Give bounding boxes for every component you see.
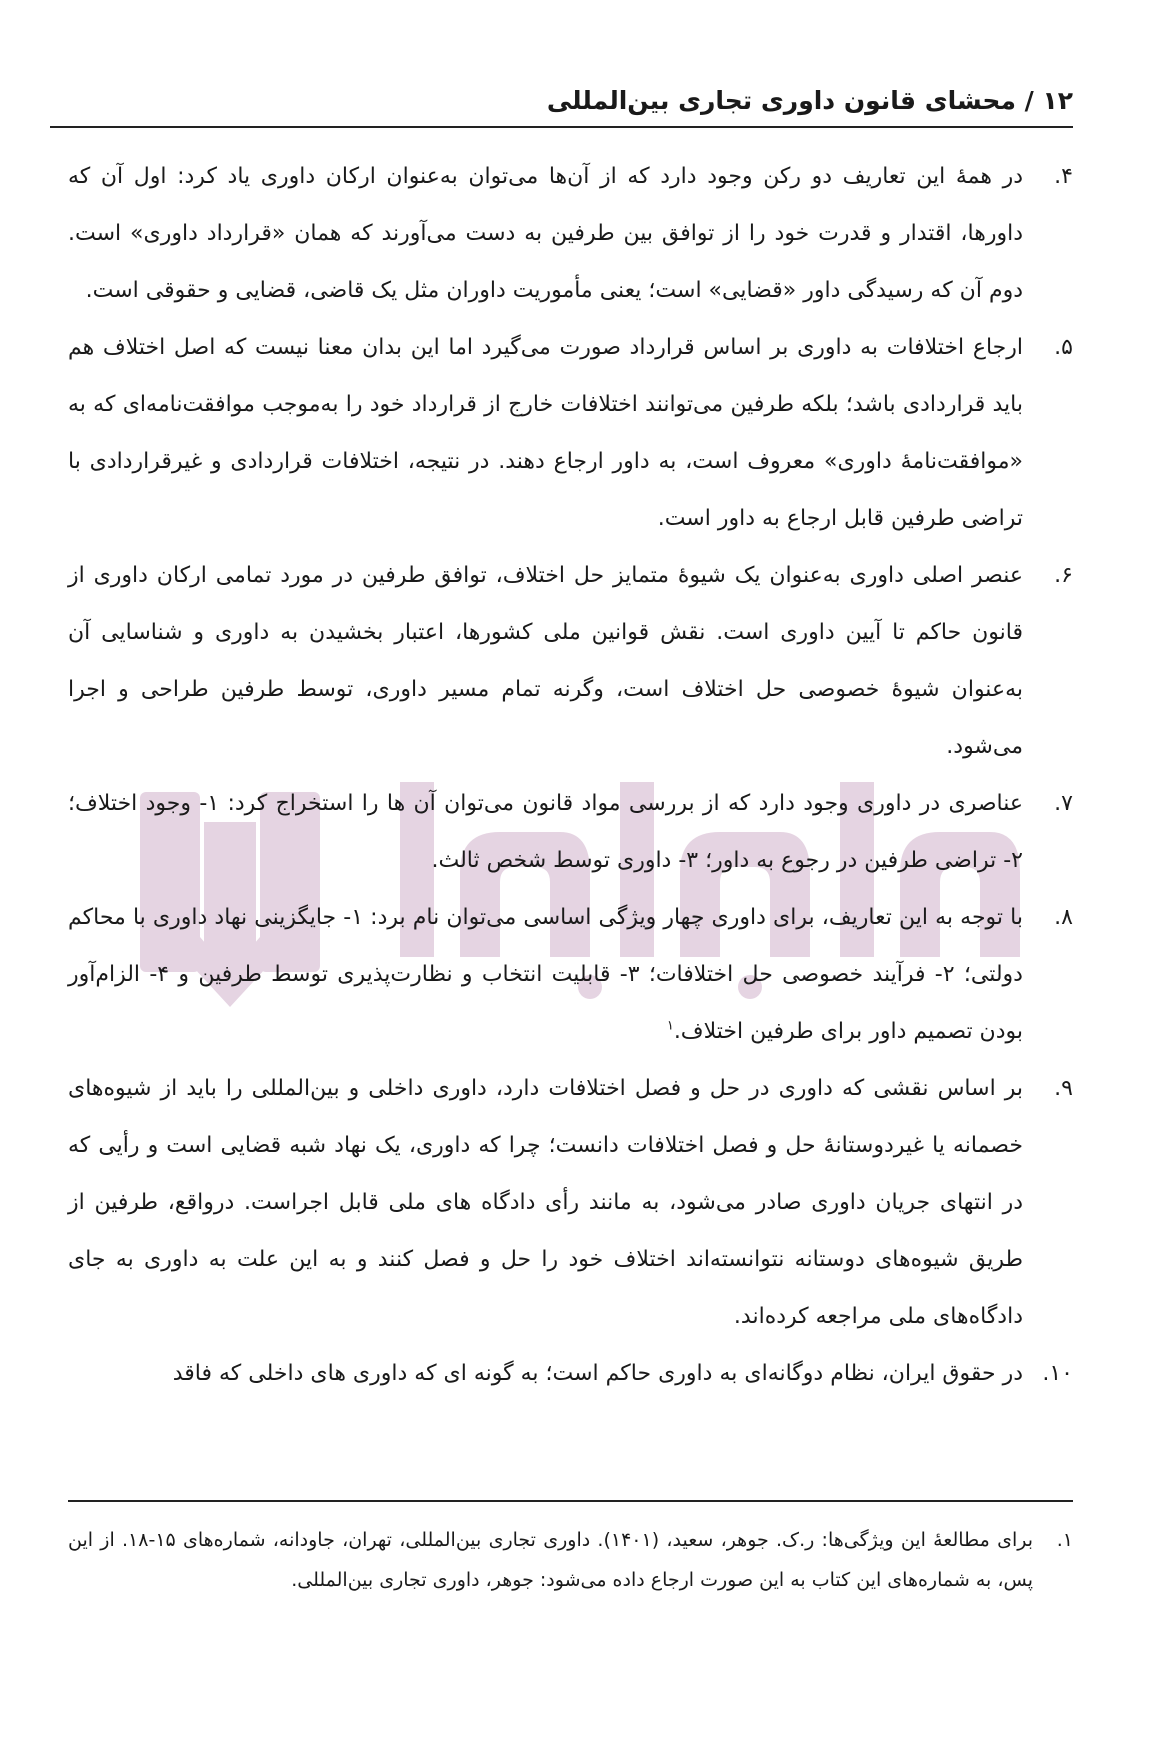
footnote-divider — [68, 1500, 1073, 1502]
list-item — [68, 148, 1073, 319]
item-number: ۶. — [1054, 563, 1073, 588]
list-item — [68, 319, 1073, 547]
item-number: ۴. — [1054, 164, 1073, 189]
running-header — [50, 78, 1073, 128]
list-item — [68, 1345, 1073, 1402]
item-text: عناصری در داوری وجود دارد که از بررسی مواد قانون می‌توان آن ها را استخراج کرد: ۱- وجود اختلاف؛ ۲- تراضی طرفین در رجوع به داور؛ ۳- داوری توسط شخص ثالث. — [68, 791, 1023, 873]
item-text: بر اساس نقشی که داوری در حل و فصل اختلافات دارد، داوری داخلی و بین‌المللی را باید از شیوه‌های خصمانه یا غیردوستانهٔ حل و فصل اختلافات دانست؛ چرا که داوری، یک نهاد شبه قضایی است و رأیی که در انتهای جریان داوری صادر می‌شود، به مانند رأی دادگاه های ملی قابل اجراست. درواقع، طرفین از طریق شیوه‌های دوستانه نتوانسته‌اند اختلاف خود را حل و فصل کنند و به این علت به داوری به جای دادگاه‌های ملی مراجعه کرده‌اند. — [68, 1076, 1023, 1329]
list-item — [68, 775, 1073, 889]
list-item — [68, 889, 1073, 1060]
item-number: ۷. — [1054, 791, 1073, 816]
item-text: با توجه به این تعاریف، برای داوری چهار ویژگی اساسی می‌توان نام برد: ۱- جایگزینی نهاد داوری با محاکم دولتی؛ ۲- فرآیند خصوصی حل اختلافات؛ ۳- قابلیت انتخاب و نظارت‌پذیری توسط طرفین و ۴- الزام‌آور بودن تصمیم داور برای طرفین اختلاف. — [68, 905, 1023, 1044]
item-text: ارجاع اختلافات به داوری بر اساس قرارداد صورت می‌گیرد اما این بدان معنا نیست که اصل اختلاف هم باید قراردادی باشد؛ بلکه طرفین می‌توانند اختلافات خارج از قرارداد خود را به‌موجب موافقت‌نامه‌ای که به «موافقت‌نامهٔ داوری» معروف است، به داور ارجاع دهند. در نتیجه، اختلافات قراردادی و غیرقراردادی با تراضی طرفین قابل ارجاع به داور است. — [68, 335, 1023, 531]
list-item — [68, 1060, 1073, 1345]
item-number: ۸. — [1054, 905, 1073, 930]
item-text: عنصر اصلی داوری به‌عنوان یک شیوهٔ متمایز حل اختلاف، توافق طرفین در مورد تمامی ارکان داوری از قانون حاکم تا آیین داوری است. نقش قوانین ملی کشورها، اعتبار بخشیدن به داوری و شناسایی آن به‌عنوان شیوهٔ خصوصی حل اختلاف است، وگرنه تمام مسیر داوری، توسط طرفین طراحی و اجرا می‌شود. — [68, 563, 1023, 759]
item-number: ۵. — [1054, 335, 1073, 360]
item-text-with-footnote — [68, 889, 1023, 1060]
footnote-text: برای مطالعهٔ این ویژگی‌ها: ر.ک. جوهر، سعید، (۱۴۰۱). داوری تجاری بین‌المللی، تهران، جاودانه، شماره‌های ۱۵-۱۸. از این پس، به شماره‌های این کتاب به این صورت ارجاع داده می‌شود: جوهر، داوری تجاری بین‌المللی. — [68, 1529, 1033, 1591]
item-text: در حقوق ایران، نظام دوگانه‌ای به داوری حاکم است؛ به گونه ای که داوری های داخلی که فاقد — [172, 1361, 1023, 1386]
list-item — [68, 547, 1073, 775]
item-number: ۱۰. — [1042, 1361, 1073, 1386]
item-number: ۹. — [1054, 1076, 1073, 1101]
main-content — [68, 148, 1073, 1402]
footnote — [68, 1520, 1073, 1600]
footnote-number: ۱. — [1056, 1529, 1073, 1551]
item-text: در همهٔ این تعاریف دو رکن وجود دارد که از آن‌ها می‌توان به‌عنوان ارکان داوری یاد کرد: اول آن که داورها، اقتدار و قدرت خود را از توافق بین طرفین به دست می‌آورند که همان «قرارداد داوری» است. دوم آن که رسیدگی داور «قضایی» است؛ یعنی مأموریت داوران مثل یک قاضی، قضایی و حقوقی است. — [68, 164, 1023, 303]
page-title: ۱۲ / محشای قانون داوری تجاری بین‌المللی — [546, 86, 1073, 115]
footnote-reference[interactable]: ۱ — [666, 1018, 674, 1034]
